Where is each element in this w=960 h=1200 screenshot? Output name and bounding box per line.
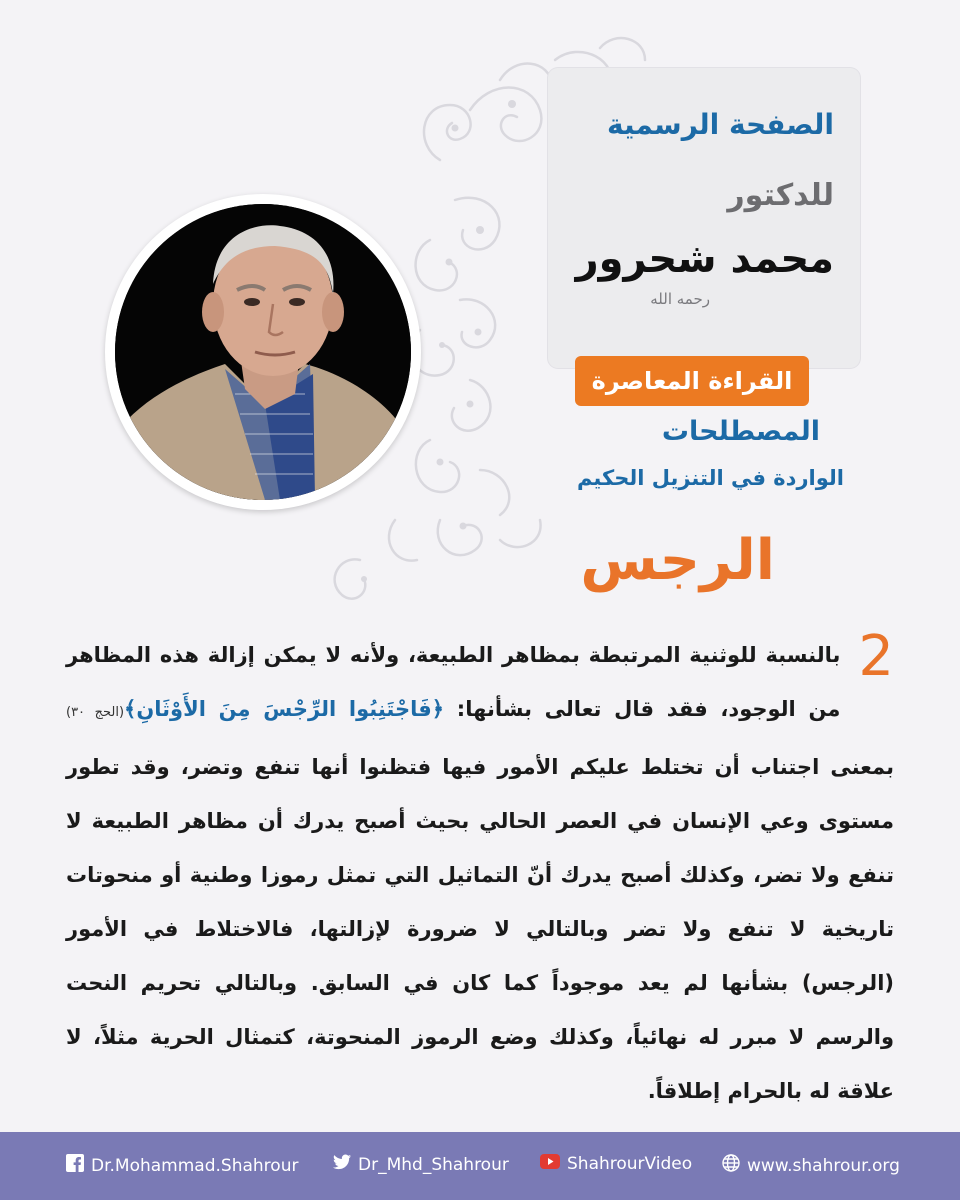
website-link[interactable]	[722, 1154, 900, 1177]
youtube-link[interactable]	[540, 1154, 692, 1174]
footer-bar	[0, 1132, 960, 1200]
for-doctor-label: للدكتور	[727, 178, 834, 213]
terms-heading: المصطلحات	[661, 416, 820, 447]
paragraph-part-1: بالنسبة للوثنية المرتبطة بمظاهر الطبيعة، ولأنه لا يمكن إزالة هذه المظاهر من الوجود، فقد قال تعالى بشأنها:	[66, 643, 841, 721]
quran-verse: ﴿فَاجْتَنِبُوا الرِّجْسَ مِنَ الأَوْثَانِ﴾	[124, 697, 445, 721]
terms-subheading: الواردة في التنزيل الحكيم	[576, 466, 844, 490]
body-paragraph	[66, 624, 894, 1118]
website-url: www.shahrour.org	[747, 1155, 900, 1176]
term-title: الرجس	[580, 528, 775, 593]
author-portrait	[105, 194, 421, 510]
verse-reference: (الحج ٣٠)	[66, 705, 125, 720]
facebook-link[interactable]	[66, 1154, 298, 1177]
contemporary-reading-badge: القراءة المعاصرة	[575, 356, 809, 406]
author-name: محمد شحرور	[575, 236, 834, 282]
twitter-handle: Dr_Mhd_Shahrour	[358, 1154, 509, 1175]
twitter-link[interactable]	[333, 1154, 509, 1175]
twitter-icon	[333, 1154, 351, 1175]
title-card	[548, 68, 860, 368]
facebook-handle: Dr.Mohammad.Shahrour	[91, 1155, 299, 1176]
youtube-channel: ShahrourVideo	[567, 1154, 693, 1174]
rip-label: رحمه الله	[650, 290, 710, 308]
paragraph-part-2: بمعنى اجتناب أن تختلط عليكم الأمور فيها فتظنوا أنها تنفع وتضر، وقد تطور مستوى وعي الإنسان في العصر الحالي بحيث أصبح يدرك أن مظاهر الطبيعة لا تنفع ولا تضر، وكذلك أصبح يدرك أنّ التماثيل التي تمثل رموزا وطنية أو منحوتات تاريخية لا تنفع ولا تضر وبالتالي لا ضرورة لإزالتها، فالاختلاط في الأمور (الرجس) بشأنها لم يعد موجوداً كما كان في السابق. وبالتالي تحريم النحت والرسم لا مبرر له نهائياً، وكذلك وضع الرموز المنحوتة، كتمثال الحرية مثلاً، لا علاقة له بالحرام إطلاقاً.	[66, 755, 894, 1103]
globe-icon	[722, 1154, 740, 1177]
portrait-illustration	[115, 204, 411, 500]
youtube-icon	[540, 1154, 560, 1174]
point-number: 2	[858, 624, 894, 689]
facebook-icon	[66, 1154, 84, 1177]
official-page-title: الصفحة الرسمية	[606, 108, 834, 141]
